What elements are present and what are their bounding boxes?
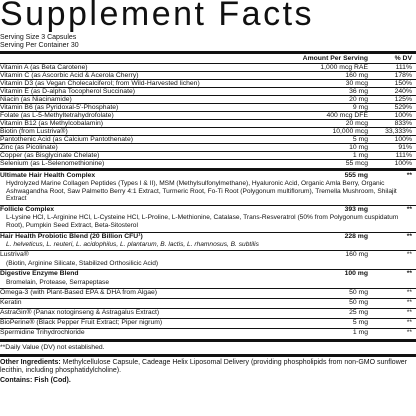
dv-header: % DV: [394, 55, 412, 62]
blend-ingredients-lustriva: (Biotin, Arginine Silicate, Stabilized Orthosilicic Acid): [6, 260, 159, 267]
blend-dv: **: [406, 233, 412, 240]
nutrient-amount: 9 mg: [352, 104, 368, 111]
nutrient-name: Omega-3 (with Plant-Based EPA & DHA from Algae): [0, 289, 158, 296]
nutrient-name: Vitamin E (as D-alpha Tocopherol Succinate): [0, 88, 136, 95]
blend-amount: 228 mg: [344, 233, 368, 240]
panel-title: Supplement Facts: [0, 0, 315, 33]
thick-divider: [0, 51, 416, 54]
nutrient-name: Niacin (as Niacinamide): [0, 96, 72, 103]
nutrient-name: Folate (as L-5-Methyltetrahydrofolate): [0, 112, 114, 119]
blend-amount: 393 mg: [344, 206, 368, 213]
blend-name: Ultimate Hair Health Complex: [0, 172, 96, 179]
nutrient-amount: 30 mcg: [345, 80, 368, 87]
nutrient-name: Vitamin C (as Ascorbic Acid & Acerola Cherry): [0, 72, 139, 79]
thick-divider: [0, 339, 416, 342]
nutrient-name: Keratin: [0, 299, 22, 306]
nutrient-dv: 125%: [394, 96, 412, 103]
servings-per-container: Serving Per Container 30: [0, 42, 79, 49]
serving-size: Serving Size 3 Capsules: [0, 34, 77, 41]
nutrient-dv: **: [406, 289, 412, 296]
blend-amount: 160 mg: [345, 251, 368, 258]
nutrient-amount: 20 mg: [349, 96, 368, 103]
blend-ingredients-follicle: L-Lysine HCl, L-Arginine HCl, L-Cysteine HCl, L-Proline, L-Methionine, Catalase, Trans-Resveratrol (50% from Polygonum cuspidatum Root), Pumpkin Seed Extract, Beta-Sitosterol: [6, 214, 399, 229]
blend-ingredients-enzyme: Bromelain, Protease, Serrapeptase: [6, 279, 109, 286]
nutrient-name: Zinc (as Picolinate): [0, 144, 58, 151]
blend-name: Hair Health Probiotic Blend (20 Billion CFU¹): [0, 233, 143, 240]
nutrient-dv: 178%: [394, 72, 412, 79]
nutrient-name: Pantothenic Acid (as Calcium Pantothenate): [0, 136, 133, 143]
nutrient-name: AstraGin® (Panax notoginseng & Astragalus Extract): [0, 309, 160, 316]
nutrient-dv: 100%: [394, 136, 412, 143]
blend-name: Follicle Complex: [0, 206, 55, 213]
nutrient-name: BioPerine® (Black Pepper Fruit Extract; Piper nigrum): [0, 319, 163, 326]
nutrient-name: Vitamin D3 (as Vegan Cholecalciferol; from Wild-Harvested lichen): [0, 80, 200, 87]
nutrient-amount: 5 mg: [352, 136, 368, 143]
nutrient-amount: 1,000 mcg RAE: [320, 64, 368, 71]
other-ingredients-label: Other Ingredients:: [0, 359, 61, 366]
contains-text: Fish (Cod).: [34, 377, 71, 384]
nutrient-dv: 91%: [398, 144, 412, 151]
blend-amount: 555 mg: [344, 172, 368, 179]
nutrient-amount: 5 mg: [352, 319, 368, 326]
blend-dv: **: [406, 251, 412, 258]
blend-dv: **: [406, 206, 412, 213]
nutrient-amount: 10,000 mcg: [332, 128, 368, 135]
other-ingredients: [0, 359, 416, 375]
blend-amount: 100 mg: [344, 270, 368, 277]
nutrient-name: Vitamin B6 (as Pyridoxal-5'-Phosphate): [0, 104, 119, 111]
nutrient-amount: 1 mg: [352, 152, 368, 159]
nutrient-amount: 10 mg: [349, 144, 368, 151]
nutrient-dv: 111%: [395, 64, 412, 71]
blend-name: Digestive Enzyme Blend: [0, 270, 79, 277]
nutrient-name: Copper (as Bisglycinate Chelate): [0, 152, 100, 159]
amount-header: Amount Per Serving: [302, 55, 368, 62]
nutrient-dv: 529%: [394, 104, 412, 111]
blend-dv: **: [406, 270, 412, 277]
nutrient-dv: 33,333%: [385, 128, 412, 135]
other-ingredients-text: Methylcellulose Capsule, Cadeage Helix Liposomal Delivery (providing phospholipids from non-GMO sunflower lecithin, including phosphatidylcholine).: [0, 359, 407, 375]
nutrient-amount: 50 mg: [349, 299, 368, 306]
blend-name: Lustriva®: [0, 251, 29, 258]
nutrient-name: Biotin (from Lustriva®): [0, 128, 68, 135]
nutrient-dv: 150%: [394, 80, 412, 87]
nutrient-name: Vitamin B12 (as Methylcobalamin): [0, 120, 104, 127]
nutrient-amount: 55 mcg: [345, 160, 368, 167]
nutrient-amount: 160 mg: [345, 72, 368, 79]
nutrient-amount: 25 mg: [349, 309, 368, 316]
nutrient-amount: 400 mcg DFE: [326, 112, 368, 119]
nutrient-amount: 20 mcg: [345, 120, 368, 127]
contains-label: Contains:: [0, 377, 33, 384]
blend-dv: **: [406, 172, 412, 179]
thick-divider: [0, 168, 416, 171]
nutrient-dv: 100%: [394, 112, 412, 119]
nutrient-name: Selenium (as L-Selenomethionine): [0, 160, 105, 167]
nutrient-name: Spermidine Trihydrochloride: [0, 329, 85, 336]
nutrient-dv: 111%: [395, 152, 412, 159]
nutrient-dv: **: [406, 309, 412, 316]
nutrient-name: Vitamin A (as Beta Carotene): [0, 64, 88, 71]
nutrient-dv: 833%: [394, 120, 412, 127]
nutrient-dv: 240%: [394, 88, 412, 95]
allergen-statement: [0, 377, 416, 385]
nutrient-dv: 100%: [394, 160, 412, 167]
nutrient-amount: 50 mg: [349, 289, 368, 296]
nutrient-dv: **: [406, 299, 412, 306]
thick-divider: [0, 354, 416, 357]
dv-footnote: **Daily Value (DV) not established.: [0, 344, 105, 351]
nutrient-amount: 36 mg: [349, 88, 368, 95]
nutrient-dv: **: [406, 329, 412, 336]
nutrient-dv: **: [406, 319, 412, 326]
blend-ingredients-probiotic: L. helveticus, L. reuteri, L. acidophilus, L. plantarum, B. lactis, L. rhamnosus, B. subtilis: [6, 241, 259, 248]
nutrient-amount: 1 mg: [352, 329, 368, 336]
blend-ingredients-hair: Hydrolyzed Marine Collagen Peptides (Types I & II), MSM (Methylsulfonylmethane), Hyaluronic Acid, Organic Amla Berry, Organic Ashwagandha Root, Saw Palmetto Berry 4:1 Extract, Turmeric Root, Fo-Ti Root (Polygonum multiflorum), Tremella Mushroom, Shilajit Extract: [6, 180, 397, 203]
